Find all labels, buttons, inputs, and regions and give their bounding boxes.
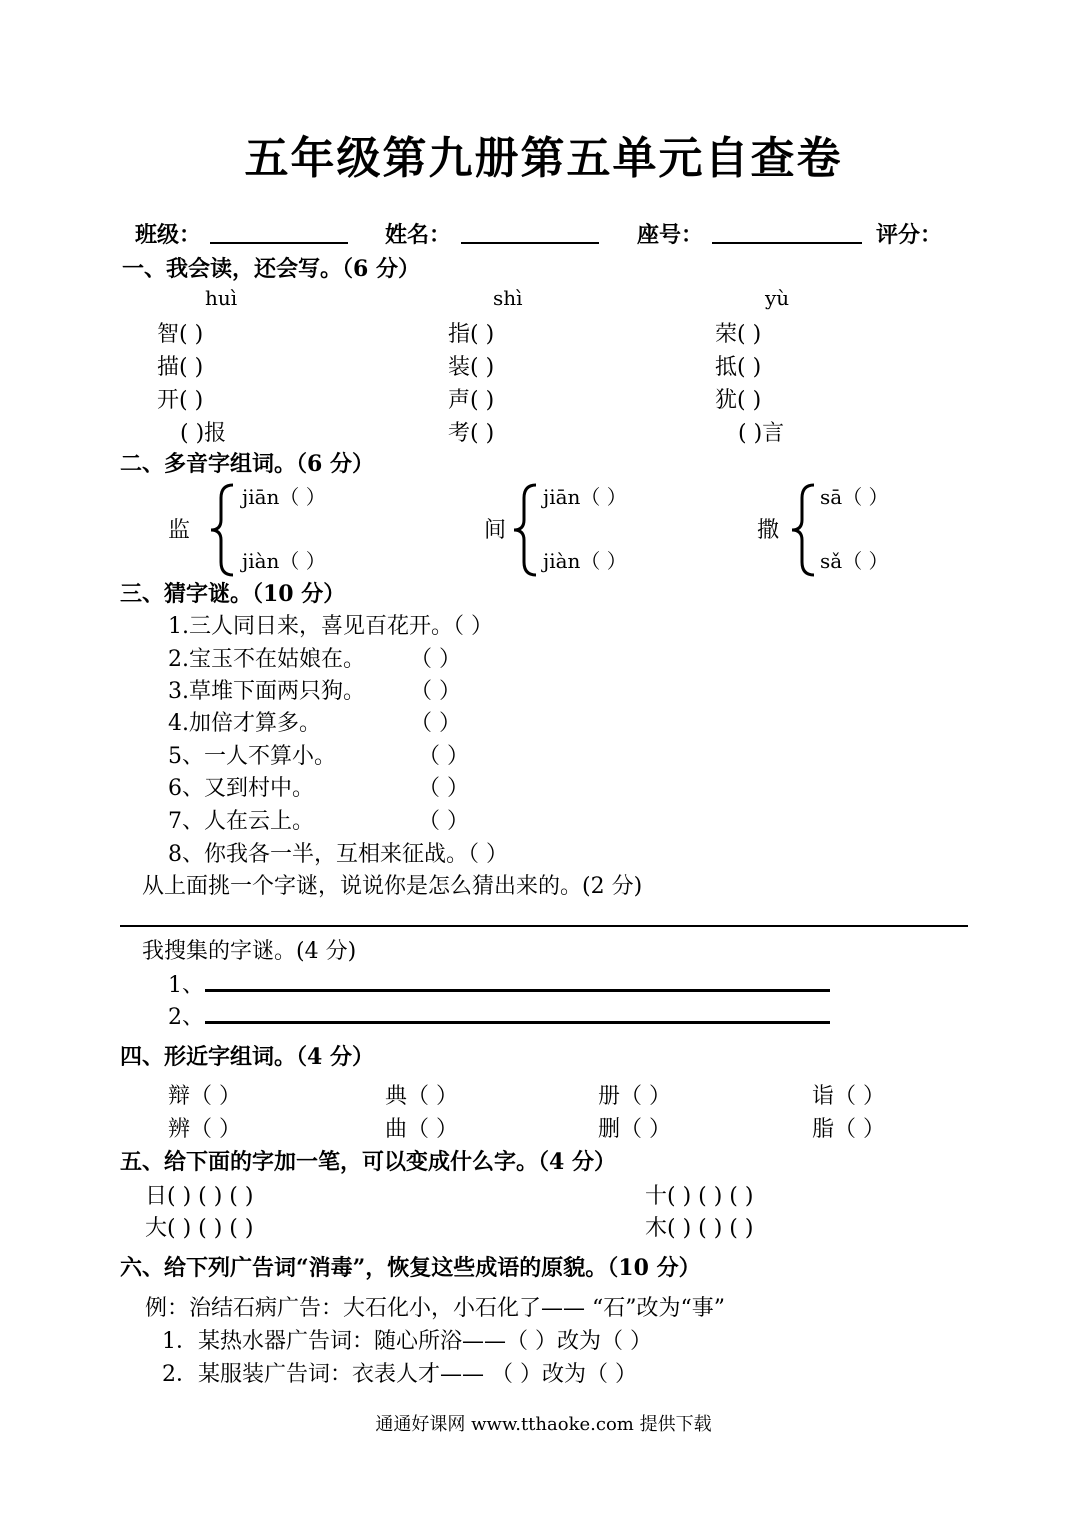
ad-example: 例：治结石病广告：大石化小，小石化了—— “石”改为“事” [145,1296,725,1321]
section-5-heading: 五、给下面的字加一笔，可以变成什么字。（4 分） [120,1149,616,1175]
s1-item: ( )言 [738,421,785,446]
riddle-item: 6、又到村中。 [168,776,314,801]
similar-char-item: 脂（ ） [812,1117,885,1142]
section-2-heading: 二、多音字组词。（6 分） [120,451,374,477]
similar-char-item: 曲（ ） [385,1117,458,1142]
polyphone-top: sā（ ） [820,485,889,509]
section-1-heading: 一、我会读，还会写。（6 分） [122,256,420,282]
s1-item: 抵( ) [715,355,762,380]
riddle-item: 7、人在云上。 [168,809,314,834]
riddle-question: 从上面挑一个字谜，说说你是怎么猜出来的。(2 分) [142,874,643,899]
s1-item: 描( ) [157,355,204,380]
class-label: 班级： [135,222,202,248]
riddle-blank: （ ） [410,711,461,736]
riddle-blank: （ ） [418,776,469,801]
polyphone-char: 撒 [757,518,780,543]
polyphone-char: 间 [484,518,507,543]
pinyin-shi: shì [493,286,523,310]
similar-char-item: 删（ ） [598,1117,671,1142]
name-label: 姓名： [385,222,452,248]
riddle-item: 1.三人同日来，喜见百花开。（ ） [168,614,493,639]
polyphone-top: jiān（ ） [543,485,627,509]
footer-text: 通通好课网 www.tthaoke.com 提供下载 [375,1414,712,1435]
name-field[interactable] [461,242,599,244]
section-4-heading: 四、形近字组词。（4 分） [120,1044,374,1070]
page-title: 五年级第九册第五单元自查卷 [244,133,843,184]
collect-num: 2、 [168,1005,204,1030]
pinyin-yu: yù [765,286,790,310]
riddle-item: 4.加倍才算多。 [168,711,321,736]
collect-line[interactable] [205,989,830,992]
s1-item: 开( ) [157,388,204,413]
riddle-item: 8、你我各一半，互相来征战。（ ） [168,842,508,867]
riddle-item: 5、一人不算小。 [168,744,336,769]
collect-num: 1、 [168,973,204,998]
add-stroke-item: 大( ) ( ) ( ) [145,1216,254,1241]
riddle-blank: （ ） [410,647,461,672]
seat-field[interactable] [712,242,862,244]
s1-item: 智( ) [157,322,204,347]
polyphone-bottom: jiàn（ ） [242,549,326,573]
ad-item: 2．某服装广告词：衣表人才—— （ ）改为（ ） [162,1362,637,1387]
add-stroke-item: 木( ) ( ) ( ) [645,1216,754,1241]
s1-item: 指( ) [448,322,495,347]
s1-item: 考( ) [448,421,495,446]
add-stroke-item: 十( ) ( ) ( ) [645,1184,754,1209]
s1-item: 装( ) [448,355,495,380]
brace-icon [207,482,237,578]
s1-item: 声( ) [448,388,495,413]
similar-char-item: 册（ ） [598,1084,671,1109]
similar-char-item: 辨（ ） [168,1117,241,1142]
s1-item: ( )报 [180,421,227,446]
s1-item: 荣( ) [715,322,762,347]
add-stroke-item: 日( ) ( ) ( ) [145,1184,254,1209]
similar-char-item: 典（ ） [385,1084,458,1109]
similar-char-item: 诣（ ） [812,1084,885,1109]
collect-line[interactable] [205,1021,830,1024]
polyphone-char: 监 [168,518,191,543]
polyphone-bottom: jiàn（ ） [543,549,627,573]
collect-label: 我搜集的字谜。(4 分) [142,939,357,964]
polyphone-top: jiān（ ） [242,485,326,509]
riddle-item: 2.宝玉不在姑娘在。 [168,647,365,672]
riddle-item: 3.草堆下面两只狗。 [168,679,365,704]
section-3-heading: 三、猜字谜。（10 分） [120,581,346,607]
similar-char-item: 辩（ ） [168,1084,241,1109]
class-field[interactable] [210,242,348,244]
riddle-blank: （ ） [418,809,469,834]
polyphone-bottom: sǎ（ ） [820,549,889,573]
riddle-blank: （ ） [410,679,461,704]
brace-icon [788,482,818,578]
answer-line[interactable] [120,925,968,927]
brace-icon [510,482,540,578]
riddle-blank: （ ） [418,744,469,769]
s1-item: 犹( ) [715,388,762,413]
seat-label: 座号： [637,222,704,248]
score-label: 评分： [876,222,943,248]
pinyin-hui: huì [205,286,238,310]
ad-item: 1．某热水器广告词：随心所浴——（ ）改为（ ） [162,1329,652,1354]
section-6-heading: 六、给下列广告词“消毒”，恢复这些成语的原貌。（10 分） [120,1255,701,1281]
